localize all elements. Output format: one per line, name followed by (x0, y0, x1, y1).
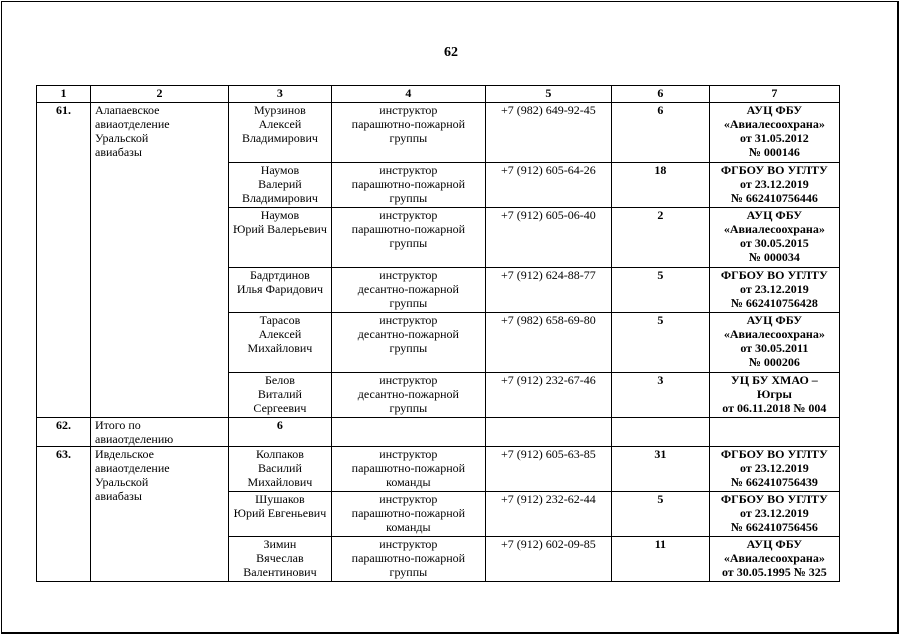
experience-years: 2 (611, 208, 709, 268)
certificate (709, 268, 839, 313)
certificate-line: «Авиалесоохрана» (723, 117, 825, 131)
position-line: парашютно-пожарной (351, 222, 466, 236)
phone: +7 (912) 602-09-85 (485, 537, 611, 582)
certificate-line: № 662410756456 (730, 520, 818, 534)
certificate-line: «Авиалесоохрана» (723, 327, 825, 341)
position-line: парашютно-пожарной (351, 551, 466, 565)
person-name-line: Сергеевич (253, 401, 307, 415)
certificate (709, 492, 839, 537)
person-name-line: Валентинович (243, 565, 317, 579)
person-name (229, 373, 332, 418)
registry-body (37, 103, 840, 582)
row-number: 63. (37, 447, 91, 582)
person-name-line: Белов (264, 373, 295, 387)
person-name-line: Владимирович (241, 191, 318, 205)
position (331, 208, 485, 268)
person-name-line: Алексей (258, 117, 302, 131)
position (331, 447, 485, 492)
person-name (229, 447, 332, 492)
position-line: группы (389, 565, 428, 579)
person-name-line: Вячеслав (256, 551, 304, 565)
position-line: инструктор (379, 373, 438, 387)
row-number: 61. (37, 103, 91, 418)
unit-name-line: Уральской (95, 131, 149, 145)
certificate-line: № 000034 (748, 250, 800, 264)
phone: +7 (912) 605-06-40 (485, 208, 611, 268)
certificate-line: № 662410756428 (730, 296, 818, 310)
position (331, 492, 485, 537)
column-header-4: 4 (331, 86, 485, 103)
position (331, 268, 485, 313)
certificate-line: № 000146 (748, 145, 800, 159)
experience-years: 5 (611, 492, 709, 537)
person-name-line: Зимин (263, 537, 297, 551)
column-header-7: 7 (709, 86, 839, 103)
certificate (709, 103, 839, 163)
certificate-line: от 23.12.2019 (739, 177, 809, 191)
certificate-line: ФГБОУ ВО УГЛТУ (720, 268, 828, 282)
position-line: парашютно-пожарной (351, 117, 466, 131)
column-header-1: 1 (37, 86, 91, 103)
person-name-line: Владимирович (241, 131, 318, 145)
table-row (37, 447, 840, 492)
certificate-line: от 06.11.2018 № 004 (722, 401, 827, 415)
position-line: инструктор (379, 537, 438, 551)
empty-cell (331, 418, 485, 447)
experience-years: 18 (611, 163, 709, 208)
position-line: инструктор (379, 163, 438, 177)
position-line: парашютно-пожарной (351, 506, 466, 520)
position-line: парашютно-пожарной (351, 177, 466, 191)
certificate-line: «Авиалесоохрана» (723, 551, 825, 565)
person-name-line: Колпаков (255, 447, 304, 461)
person-name (229, 268, 332, 313)
certificate-line: от 23.12.2019 (739, 461, 809, 475)
experience-years: 11 (611, 537, 709, 582)
certificate (709, 163, 839, 208)
person-name-line: Шушаков (255, 492, 305, 506)
position-line: десантно-пожарной (357, 327, 459, 341)
certificate-line: АУЦ ФБУ (746, 208, 803, 222)
position-line: инструктор (379, 492, 438, 506)
position-line: команды (386, 475, 431, 489)
person-name-line: Алексей (258, 327, 302, 341)
position (331, 373, 485, 418)
empty-cell (485, 418, 611, 447)
unit-name-line: Уральской (95, 475, 149, 489)
certificate-line: АУЦ ФБУ (746, 103, 803, 117)
certificate-line: № 662410756446 (730, 191, 818, 205)
certificate-line: от 31.05.2012 (739, 131, 809, 145)
total-label-line: Итого по (95, 418, 141, 432)
unit-name-line: Алапаевское (95, 103, 160, 117)
certificate-line: АУЦ ФБУ (746, 537, 803, 551)
certificate-line: АУЦ ФБУ (746, 313, 803, 327)
person-name (229, 537, 332, 582)
total-row (37, 418, 840, 447)
certificate-line: от 23.12.2019 (739, 506, 809, 520)
column-header-3: 3 (229, 86, 332, 103)
column-header-6: 6 (611, 86, 709, 103)
column-header-5: 5 (485, 86, 611, 103)
person-name-line: Виталий (257, 387, 302, 401)
position-line: инструктор (379, 268, 438, 282)
certificate-line: Югры (756, 387, 792, 401)
person-name-line: Михайлович (247, 475, 313, 489)
person-name-line: Михайлович (247, 341, 313, 355)
total-label-line: авиаотделению (95, 432, 174, 446)
person-name-line: Юрий Евгеньевич (233, 506, 327, 520)
position-line: десантно-пожарной (357, 387, 459, 401)
person-name-line: Наумов (260, 208, 300, 222)
position-line: группы (389, 131, 428, 145)
person-name (229, 313, 332, 373)
header-row (37, 86, 840, 103)
column-header-2: 2 (91, 86, 229, 103)
row-number: 62. (37, 418, 91, 447)
position-line: инструктор (379, 208, 438, 222)
person-name (229, 492, 332, 537)
unit-name-line: авиаотделение (95, 117, 170, 131)
phone: +7 (912) 232-62-44 (485, 492, 611, 537)
table-row (37, 103, 840, 163)
position (331, 163, 485, 208)
experience-years: 6 (611, 103, 709, 163)
certificate-line: от 23.12.2019 (739, 282, 809, 296)
certificate-line: УЦ БУ ХМАО – (730, 373, 818, 387)
certificate (709, 447, 839, 492)
page-number: 62 (444, 45, 458, 60)
unit-name (91, 447, 229, 582)
unit-name (91, 103, 229, 418)
person-name-line: Юрий Валерьевич (233, 222, 327, 236)
certificate-line: № 662410756439 (730, 475, 818, 489)
experience-years: 3 (611, 373, 709, 418)
phone: +7 (982) 658-69-80 (485, 313, 611, 373)
certificate (709, 537, 839, 582)
certificate-line: от 30.05.2011 (740, 341, 809, 355)
certificate-line: ФГБОУ ВО УГЛТУ (720, 163, 828, 177)
person-name-line: Бадртдинов (249, 268, 310, 282)
total-label (91, 418, 229, 447)
phone: +7 (912) 605-64-26 (485, 163, 611, 208)
unit-name-line: авиабазы (95, 145, 142, 159)
position-line: парашютно-пожарной (351, 461, 466, 475)
position-line: группы (389, 296, 428, 310)
person-name (229, 103, 332, 163)
certificate-line: от 30.05.2015 (739, 236, 809, 250)
position-line: группы (389, 341, 428, 355)
phone: +7 (982) 649-92-45 (485, 103, 611, 163)
certificate-line: от 30.05.1995 № 325 (721, 565, 827, 579)
unit-name-line: авиаотделение (95, 461, 170, 475)
person-name-line: Мурзинов (254, 103, 306, 117)
registry-table (36, 85, 840, 582)
position-line: группы (389, 401, 428, 415)
experience-years: 5 (611, 313, 709, 373)
person-name (229, 208, 332, 268)
position-line: группы (389, 191, 428, 205)
empty-cell (611, 418, 709, 447)
unit-name-line: Ивдельское (95, 447, 154, 461)
certificate (709, 373, 839, 418)
certificate-line: «Авиалесоохрана» (723, 222, 825, 236)
phone: +7 (912) 605-63-85 (485, 447, 611, 492)
position (331, 313, 485, 373)
document-page (1, 1, 899, 634)
certificate-line: ФГБОУ ВО УГЛТУ (720, 492, 828, 506)
position-line: инструктор (379, 103, 438, 117)
certificate-line: № 000206 (748, 355, 800, 369)
certificate (709, 208, 839, 268)
position-line: инструктор (379, 447, 438, 461)
certificate-line: ФГБОУ ВО УГЛТУ (720, 447, 828, 461)
position (331, 103, 485, 163)
phone: +7 (912) 624-88-77 (485, 268, 611, 313)
person-name-line: Валерий (258, 177, 302, 191)
position-line: десантно-пожарной (357, 282, 459, 296)
phone: +7 (912) 232-67-46 (485, 373, 611, 418)
person-name-line: Тарасов (259, 313, 301, 327)
position-line: группы (389, 236, 428, 250)
person-name (229, 163, 332, 208)
person-name-line: Василий (257, 461, 302, 475)
experience-years: 5 (611, 268, 709, 313)
position-line: инструктор (379, 313, 438, 327)
person-name-line: Наумов (260, 163, 300, 177)
experience-years: 31 (611, 447, 709, 492)
person-name-line: Илья Фаридович (236, 282, 323, 296)
position (331, 537, 485, 582)
certificate (709, 313, 839, 373)
total-value: 6 (229, 418, 332, 447)
unit-name-line: авиабазы (95, 489, 142, 503)
empty-cell (709, 418, 839, 447)
position-line: команды (386, 520, 431, 534)
